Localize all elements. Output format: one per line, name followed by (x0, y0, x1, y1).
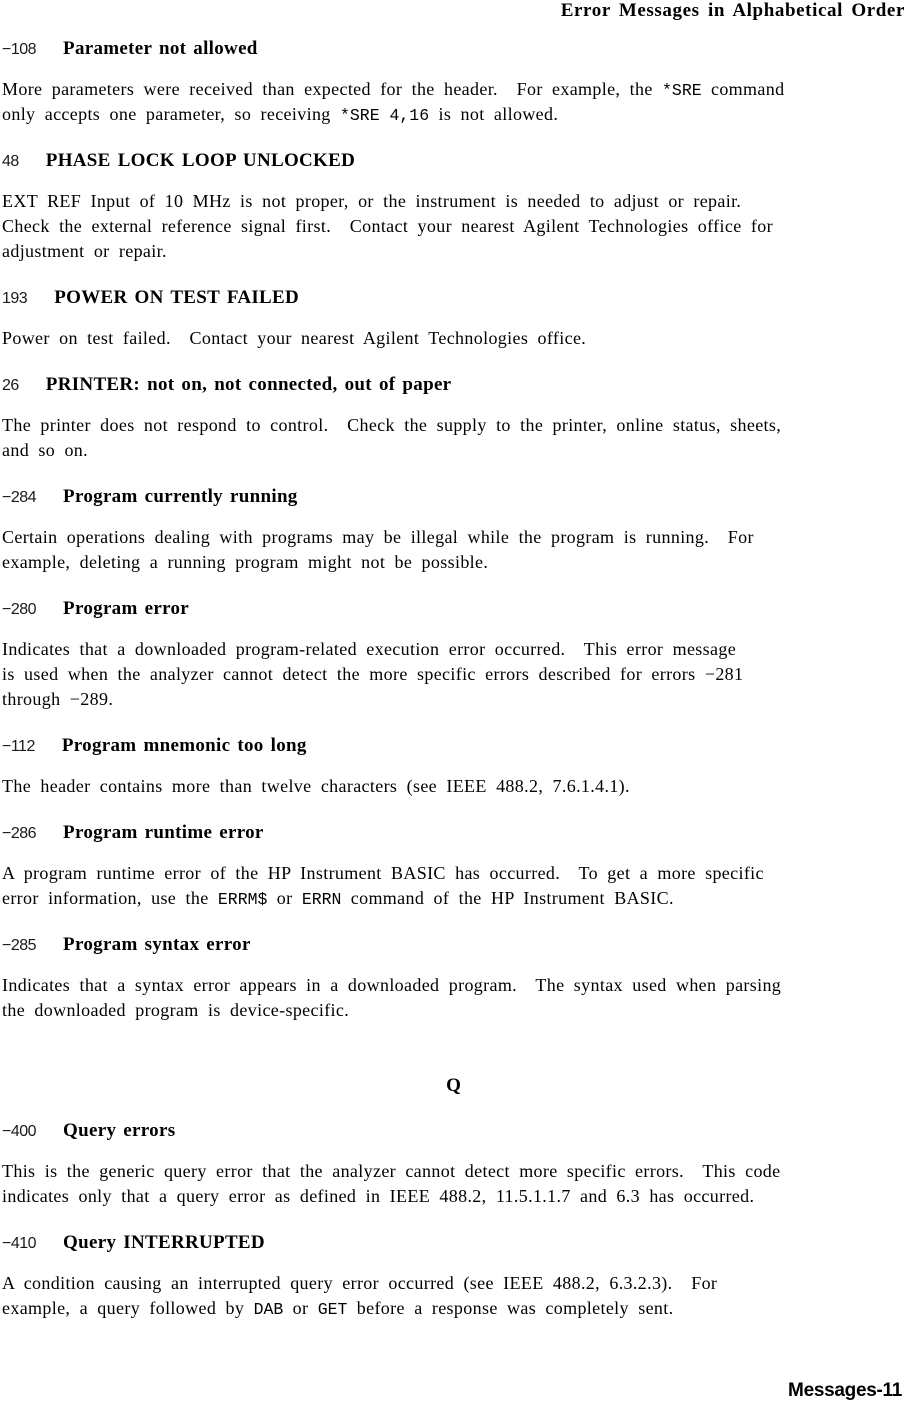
body-text: is not allowed. (429, 104, 559, 124)
body-line (2, 861, 905, 886)
body-line (2, 77, 905, 102)
body-text: or (267, 888, 302, 908)
error-title: Query INTERRUPTED (63, 1232, 265, 1253)
body-line (2, 525, 905, 550)
body-text: EXT REF Input of 10 MHz is not proper, or the instrument is needed to adjust or repair. (2, 191, 742, 211)
error-code: −410 (2, 1235, 37, 1252)
error-heading (2, 38, 905, 60)
error-title: Program syntax error (63, 934, 251, 955)
body-text: command (701, 79, 785, 99)
error-code: −280 (2, 601, 37, 618)
body-text: example, deleting a running program might not be possible. (2, 552, 489, 572)
body-text: adjustment or repair. (2, 241, 167, 261)
error-description (2, 189, 905, 264)
error-entry (2, 287, 905, 351)
error-description (2, 973, 905, 1023)
body-line (2, 438, 905, 463)
body-line (2, 1159, 905, 1184)
error-entry (2, 934, 905, 1023)
error-heading (2, 598, 905, 620)
error-entry (2, 486, 905, 575)
error-entry (2, 735, 905, 799)
body-text: This is the generic query error that the analyzer cannot detect more specific errors. This code (2, 1161, 781, 1181)
body-line (2, 102, 905, 127)
error-code: −284 (2, 489, 37, 506)
inline-code: *SRE 4,16 (340, 106, 430, 125)
body-line (2, 687, 905, 712)
body-line (2, 214, 905, 239)
error-entry (2, 1232, 905, 1321)
error-description (2, 637, 905, 712)
body-text: the downloaded program is device-specific. (2, 1000, 350, 1020)
body-text: The header contains more than twelve characters (see IEEE 488.2, 7.6.1.4.1). (2, 776, 630, 796)
error-code: 48 (2, 153, 19, 170)
body-text: More parameters were received than expected for the header. For example, the (2, 79, 663, 99)
error-title: Parameter not allowed (63, 38, 258, 59)
body-line (2, 886, 905, 911)
error-title: PRINTER: not on, not connected, out of paper (45, 374, 452, 395)
error-title: POWER ON TEST FAILED (54, 287, 300, 308)
body-text: Certain operations dealing with programs may be illegal while the program is running. For (2, 527, 754, 547)
inline-code: *SRE (662, 81, 702, 100)
error-heading (2, 1232, 905, 1254)
body-text: example, a query followed by (2, 1298, 254, 1318)
body-text: is used when the analyzer cannot detect the more specific errors described for errors −281 (2, 664, 744, 684)
error-heading (2, 934, 905, 956)
error-description (2, 1271, 905, 1321)
error-heading (2, 486, 905, 508)
body-line (2, 239, 905, 264)
error-code: −400 (2, 1123, 37, 1140)
error-description (2, 413, 905, 463)
page-number-footer: Messages-11 (788, 1380, 902, 1401)
page-title: Error Messages in Alphabetical Order (560, 0, 905, 21)
error-title: Program mnemonic too long (61, 735, 307, 756)
body-line (2, 973, 905, 998)
error-heading (2, 150, 905, 172)
body-line (2, 662, 905, 687)
error-heading (2, 287, 905, 309)
error-entry (2, 38, 905, 127)
error-description (2, 861, 905, 911)
error-code: 26 (2, 377, 19, 394)
error-title: PHASE LOCK LOOP UNLOCKED (45, 150, 356, 171)
body-text: A condition causing an interrupted query error occurred (see IEEE 488.2, 6.3.2.3). For (2, 1273, 718, 1293)
body-line (2, 326, 905, 351)
error-code: −286 (2, 825, 37, 842)
error-heading (2, 374, 905, 396)
body-text: Indicates that a downloaded program-related execution error occurred. This error message (2, 639, 737, 659)
body-line (2, 1296, 905, 1321)
body-text: before a response was completely sent. (347, 1298, 674, 1318)
body-line (2, 637, 905, 662)
error-description (2, 774, 905, 799)
inline-code: ERRN (301, 890, 342, 909)
body-text: Indicates that a syntax error appears in a downloaded program. The syntax used when parsing (2, 975, 782, 995)
inline-code: DAB (253, 1300, 284, 1319)
body-text: indicates only that a query error as defined in IEEE 488.2, 11.5.1.1.7 and 6.3 has occurred. (2, 1186, 755, 1206)
body-text: through −289. (2, 689, 114, 709)
section-letter-divider: Q (446, 1075, 461, 1096)
error-title: Program error (63, 598, 190, 619)
body-text: Power on test failed. Contact your nearest Agilent Technologies office. (2, 328, 587, 348)
error-description (2, 77, 905, 127)
body-line (2, 998, 905, 1023)
body-line (2, 1271, 905, 1296)
body-line (2, 550, 905, 575)
body-line (2, 774, 905, 799)
inline-code: GET (317, 1300, 348, 1319)
error-heading (2, 1120, 905, 1142)
body-text: Check the external reference signal first. Contact your nearest Agilent Technologies office for (2, 216, 773, 236)
error-title: Program currently running (63, 486, 298, 507)
body-text: A program runtime error of the HP Instrument BASIC has occurred. To get a more specific (2, 863, 764, 883)
error-code: 193 (2, 290, 28, 307)
error-description (2, 326, 905, 351)
error-entry (2, 822, 905, 911)
body-text: command of the HP Instrument BASIC. (341, 888, 674, 908)
inline-code: ERRM$ (217, 890, 268, 909)
error-entry (2, 374, 905, 463)
error-title: Program runtime error (63, 822, 264, 843)
body-text: error information, use the (2, 888, 218, 908)
error-title: Query errors (63, 1120, 176, 1141)
error-description (2, 1159, 905, 1209)
body-text: only accepts one parameter, so receiving (2, 104, 340, 124)
error-code: −112 (2, 738, 35, 755)
error-code: −285 (2, 937, 37, 954)
body-text: or (283, 1298, 318, 1318)
body-line (2, 189, 905, 214)
body-line (2, 1184, 905, 1209)
error-heading (2, 822, 905, 844)
body-text: and so on. (2, 440, 88, 460)
error-heading (2, 735, 905, 757)
error-entry (2, 150, 905, 264)
body-text: The printer does not respond to control. Check the supply to the printer, online status, sheets, (2, 415, 782, 435)
error-entry (2, 1120, 905, 1209)
error-description (2, 525, 905, 575)
error-entry (2, 598, 905, 712)
body-line (2, 413, 905, 438)
error-code: −108 (2, 41, 37, 58)
